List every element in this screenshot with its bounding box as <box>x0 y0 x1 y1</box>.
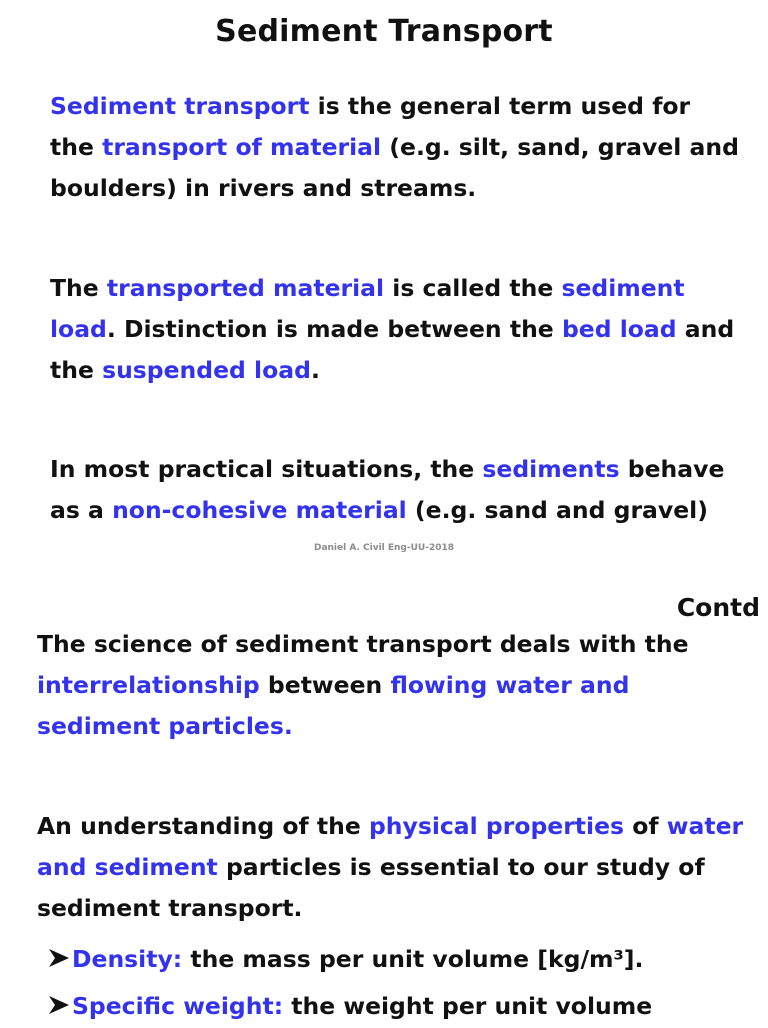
paragraph-non-cohesive: In most practical situations, the sediments behave as a non-cohesive material (e.g. sand and gravel) <box>50 455 725 524</box>
highlight-suspended-load: suspended load <box>102 356 311 384</box>
paragraph-definition: Sediment transport is the general term used for the transport of material (e.g. silt, sand, gravel and boulders) in rivers and streams. <box>50 92 739 202</box>
highlight-sediment-transport: Sediment transport <box>50 92 310 120</box>
highlight-flowing-water: flowing water and sediment particles. <box>37 671 630 740</box>
slide-title: Sediment Transport <box>215 14 553 49</box>
bullet-desc: the mass per unit volume [kg/m³]. <box>182 945 644 973</box>
paragraph-physical-properties: An understanding of the physical properties of water and sediment particles is essential to our study of sediment transport. <box>37 812 744 922</box>
paragraph-science: The science of sediment transport deals with the interrelationship between flowing water and sediment particles. <box>37 630 689 740</box>
highlight-sediments: sediments <box>482 455 620 483</box>
paragraph-sediment-load: The transported material is called the sediment load. Distinction is made between the bed load and the suspended load. <box>50 274 735 384</box>
bullet-term: Density: <box>72 945 183 973</box>
slide-2 <box>0 580 768 1024</box>
highlight-non-cohesive-material: non-cohesive material <box>112 496 407 524</box>
bullet-specific-weight <box>48 984 763 1028</box>
highlight-physical-properties: physical properties <box>368 812 625 840</box>
arrow-bullet-icon <box>48 947 70 969</box>
highlight-sediment-load: sediment load <box>50 274 685 343</box>
contd-label: Contd <box>676 593 760 622</box>
highlight-interrelationship: interrelationship <box>37 671 260 699</box>
highlight-water-and-sediment: water and sediment <box>37 812 744 881</box>
bullet-density <box>48 937 763 981</box>
highlight-transport-of-material: transport of material <box>102 133 382 161</box>
bullet-desc: the weight per unit volume <box>283 992 653 1020</box>
highlight-bed-load: bed load <box>561 315 677 343</box>
arrow-bullet-icon <box>48 994 70 1016</box>
bullet-term: Specific weight: <box>72 992 284 1020</box>
highlight-transported-material: transported material <box>106 274 385 302</box>
slide-footer: Daniel A. Civil Eng-UU-2018 <box>313 543 455 553</box>
